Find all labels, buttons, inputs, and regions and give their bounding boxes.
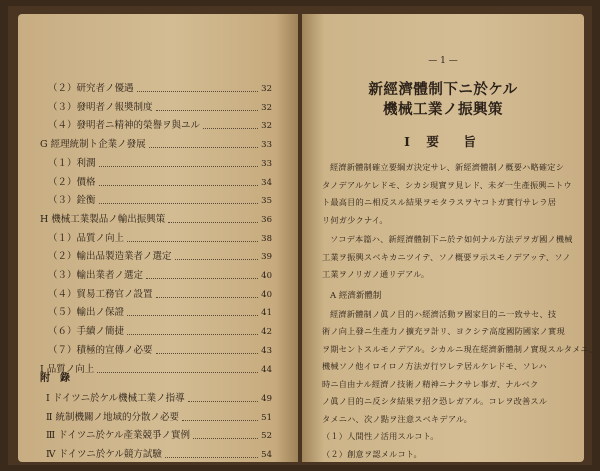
- toc-leader: [146, 277, 258, 279]
- toc-page-number: 32: [261, 102, 272, 113]
- toc-leader: [99, 202, 258, 204]
- body-line: （２）創意ヲ認メルコト。: [322, 448, 422, 459]
- toc-row: [18, 286, 298, 304]
- toc-entry-title: （１）品質ノ向上: [48, 232, 125, 244]
- body-line: 經濟新體制確立要綱ガ決定サレ、新經濟體制ノ概要ハ略確定シ: [330, 162, 565, 172]
- toc-entry-title: （３）輸出業者ノ選定: [48, 270, 144, 281]
- toc-page-number: 39: [261, 252, 272, 263]
- body-line: 時ニ自由ナル經濟ノ技術ノ精神ニナクサレ事ガ、ナルベク: [322, 378, 539, 389]
- sub-heading: A 經濟新體制: [330, 290, 382, 301]
- toc-row: [18, 342, 298, 360]
- toc-leader: [97, 371, 258, 373]
- section-heading: Ⅰ 要 旨: [404, 134, 482, 149]
- body-line: リ何ガ少クナイ。: [322, 214, 388, 225]
- toc-row: [18, 248, 298, 266]
- toc-entry-title: H 機械工業製品ノ輸出振興策: [40, 213, 166, 225]
- toc-leader: [165, 456, 258, 458]
- toc-entry-title: （４）發明者ニ精神的榮譽ヲ與ユル: [48, 120, 201, 132]
- toc-leader: [193, 437, 258, 439]
- toc-entry-title: （１）利潤: [48, 157, 96, 169]
- toc-page-number: 34: [261, 177, 272, 188]
- body-line: ソコデ本篇ハ、新經濟體制下ニ於テ如何ナル方法デヲガ國ノ機械: [330, 234, 573, 244]
- toc-entry-title: Ⅳ ドイツニ於ケル競方試驗: [46, 448, 162, 460]
- toc-entry-title: （７）積極的宣傳ノ必要: [48, 344, 153, 356]
- toc-row: [18, 211, 298, 229]
- toc-row: [18, 409, 298, 427]
- toc-entry-title: G 經理統制ト企業ノ發展: [40, 139, 146, 151]
- left-page: [18, 14, 298, 462]
- page-number: — 1 —: [428, 56, 458, 66]
- toc-row: [18, 304, 298, 322]
- chapter-title-line-2: 機械工業ノ振興策: [383, 101, 503, 118]
- toc-page-number: 44: [261, 364, 272, 375]
- toc-page-number: 41: [261, 308, 272, 319]
- toc-entry-title: （３）銓衡: [48, 195, 96, 207]
- toc-page-number: 32: [261, 121, 272, 132]
- toc-page-number: 42: [261, 327, 272, 338]
- toc-leader: [203, 127, 258, 129]
- toc-row: [18, 323, 298, 341]
- toc-page-number: 52: [261, 431, 272, 441]
- toc-row: [18, 192, 298, 210]
- toc-entry-title: （３）發明者ノ報奬制度: [48, 101, 153, 113]
- toc-entry-title: （２）研究者ノ優遇: [48, 83, 134, 94]
- toc-leader: [127, 333, 258, 335]
- toc-row: [18, 267, 298, 285]
- toc-leader: [175, 258, 258, 260]
- body-line: 術ノ向上發ニ生產力ノ擴充ヲ計リ、ヨクシテ高度國防國家ノ實現: [322, 326, 565, 336]
- body-line: タノデアルケレドモ、シカシ現實ヲ見レド、未ダ一生產振興ニトウ: [322, 179, 572, 190]
- toc-entry-title: （５）輸出ノ保證: [48, 307, 125, 319]
- toc-entry-title: I 品質ノ向上: [40, 363, 95, 375]
- toc-page-number: 36: [261, 214, 272, 225]
- body-line: ト最高目的ニ相反スル結果ヲモタラスヲヤコトガ實行サレラ居: [322, 197, 557, 207]
- body-line: 經濟新體制ノ眞ノ目的ハ經濟活動ヲ國家目的ニ一致サセ、技: [330, 308, 557, 319]
- toc-leader: [137, 90, 258, 92]
- toc-entry-title: （２）輸出品製造業者ノ選定: [48, 251, 172, 263]
- toc-leader: [156, 352, 258, 354]
- toc-row: [18, 136, 298, 154]
- toc-leader: [99, 184, 258, 186]
- body-line: 機械ソノ他イロイロノ方法ガ行ワレテ居ルケレドモ、ソレハ: [322, 361, 547, 371]
- toc-page-number: 32: [261, 84, 272, 94]
- toc-entry-title: Ⅰ ドイツニ於ケル機械工業ノ指導: [46, 393, 185, 404]
- toc-row: [18, 80, 298, 98]
- book-spread: [8, 6, 598, 465]
- body-line: （１）人間性ノ活用スルコト。: [322, 431, 439, 441]
- toc-leader: [127, 240, 258, 242]
- toc-entry-title: （２）價格: [48, 176, 96, 188]
- toc-page-number: 33: [261, 140, 272, 151]
- toc-row: [18, 155, 298, 173]
- toc-page-number: 49: [261, 394, 272, 404]
- toc-row: [18, 174, 298, 192]
- toc-row: [18, 99, 298, 117]
- toc-row: [18, 117, 298, 135]
- body-line: ヲ期セントスルモノデアル。シカルニ現在經濟新體制ノ實現スルタメニ、: [322, 343, 598, 354]
- toc-row: [18, 427, 298, 445]
- toc-leader: [156, 109, 258, 111]
- toc-leader: [156, 296, 258, 298]
- toc-leader: [182, 419, 258, 421]
- toc-page-number: 54: [261, 449, 272, 460]
- chapter-title-line-1: 新經濟體制下ニ於ケル: [368, 81, 518, 98]
- right-page: [302, 14, 598, 462]
- body-line: 工業ヲノリガノ通リデアル。: [322, 269, 430, 279]
- toc-entry-title: Ⅲ ドイツニ於ケル產業競爭ノ實例: [46, 430, 191, 441]
- appendix-label: 附 錄: [40, 373, 70, 384]
- toc-page-number: 38: [261, 233, 272, 244]
- body-line: ノ眞ノ目的ニ反シタ結果ヲ招ク恐レガアル。コレヲ改善スル: [322, 396, 548, 406]
- body-line: タメニハ、次ノ點ヲ注意スベキデアル。: [322, 413, 472, 424]
- toc-page-number: 35: [261, 196, 272, 207]
- toc-leader: [127, 314, 258, 316]
- toc-page-number: 51: [261, 412, 272, 423]
- toc-page-number: 40: [261, 271, 272, 281]
- toc-page-number: 43: [261, 345, 272, 356]
- toc-leader: [99, 165, 258, 167]
- toc-leader: [188, 400, 258, 402]
- toc-entry-title: （４）貿易工務官ノ設置: [48, 288, 153, 300]
- toc-row: [18, 230, 298, 248]
- toc-page-number: 40: [261, 289, 272, 300]
- toc-row: [18, 446, 298, 464]
- toc-entry-title: Ⅱ 統制機關ノ地域的分散ノ必要: [46, 411, 179, 423]
- toc-leader: [168, 221, 258, 223]
- toc-leader: [149, 146, 258, 148]
- body-line: 工業ヲ振興スベキカニツイテ、ソノ概要ヲ示スモノデアッテ、ソノ: [322, 251, 571, 262]
- toc-entry-title: （６）手續ノ簡捷: [48, 326, 125, 338]
- toc-row: [18, 390, 298, 408]
- toc-page-number: 33: [261, 158, 272, 169]
